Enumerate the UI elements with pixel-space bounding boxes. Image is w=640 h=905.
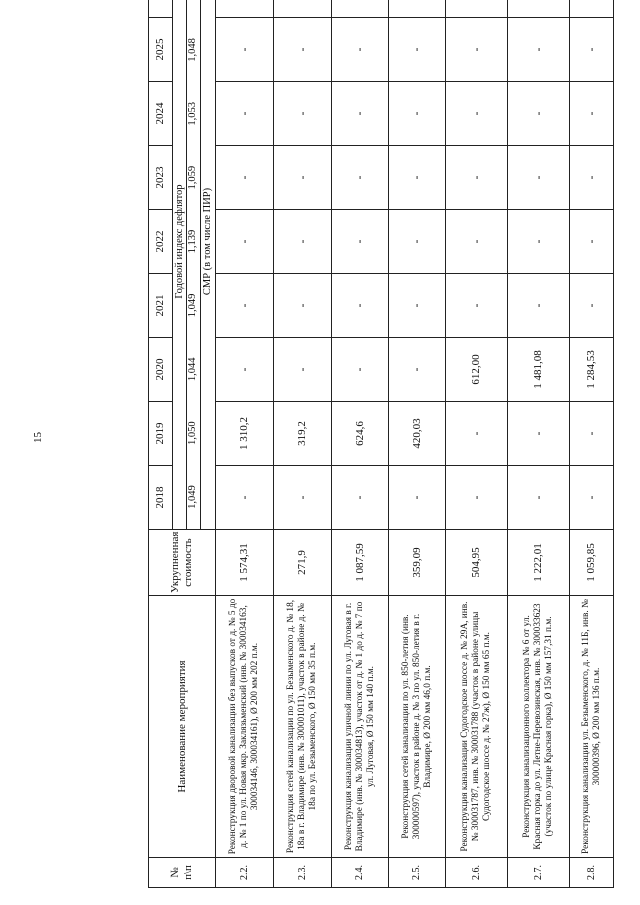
row-year-value (216, 0, 274, 18)
page-number: 15 (32, 432, 44, 443)
row-name: Реконструкция сетей канализации по ул. Безыменского д. № 18, 18а в г. Владимире (инв. № 300001011), участок в районе д. № 18а по ул. Безыменского, Ø 150 мм 35 п.м. (274, 596, 332, 858)
deflator-value: 1,059 (187, 165, 199, 190)
table-row (332, 0, 389, 888)
header-cost: Укрупненная стоимость (149, 530, 216, 596)
row-year-value: - (332, 466, 389, 530)
row-year-value: - (446, 402, 508, 466)
row-year-value (446, 0, 508, 18)
header-year: 2025 (149, 18, 173, 82)
header-num: № п\п (149, 858, 216, 888)
row-year-value: - (508, 274, 570, 338)
header-year: 2023 (149, 146, 173, 210)
row-year-value: - (216, 146, 274, 210)
row-year-value: - (332, 274, 389, 338)
row-year-value: - (274, 466, 332, 530)
row-year-value: - (446, 210, 508, 274)
table-row (446, 0, 508, 888)
row-year-value: - (332, 18, 389, 82)
row-cost: 1 222,01 (508, 530, 570, 596)
row-year-value: - (508, 466, 570, 530)
row-year-value: - (446, 18, 508, 82)
row-year-value: - (389, 466, 446, 530)
row-cost: 271,9 (274, 530, 332, 596)
row-year-value: - (332, 146, 389, 210)
row-year-value (332, 0, 389, 18)
row-year-value: - (216, 82, 274, 146)
table-body (216, 0, 614, 888)
header-year: 2018 (149, 466, 173, 530)
row-number: 2.3. (274, 858, 332, 888)
row-number: 2.8. (570, 858, 614, 888)
row-year-value: - (446, 274, 508, 338)
row-cost: 359,09 (389, 530, 446, 596)
deflator-value: 1,050 (187, 421, 199, 445)
row-year-value: 612,00 (446, 338, 508, 402)
row-year-value: - (446, 466, 508, 530)
row-year-value: - (570, 82, 614, 146)
row-cost: 504,95 (446, 530, 508, 596)
row-year-value: 1 284,53 (570, 338, 614, 402)
row-year-value: 1 481,08 (508, 338, 570, 402)
investment-table (148, 0, 614, 888)
deflator-row (173, 0, 201, 530)
row-number: 2.6. (446, 858, 508, 888)
row-year-value (570, 0, 614, 18)
row-cost: 1 059,85 (570, 530, 614, 596)
row-year-value: - (508, 82, 570, 146)
row-year-value: - (216, 466, 274, 530)
row-year-value: - (570, 146, 614, 210)
deflator-value: 1,049 (187, 293, 199, 318)
row-year-value: 1 310,2 (216, 402, 274, 466)
row-year-value (274, 0, 332, 18)
row-year-value: - (216, 210, 274, 274)
header-year: 2020 (149, 338, 173, 402)
deflator-value: 1,044 (187, 357, 199, 382)
row-year-value: - (389, 82, 446, 146)
row-cost: 1 574,31 (216, 530, 274, 596)
row-name: Реконструкция канализации Судогодское шоссе д. № 29А, инв. № 300031787, инв. № 300031788 (участок в районе улицы Судогодское шоссе д. № 27ж), Ø 150 мм 65 п.м. (446, 596, 508, 858)
row-year-value: - (389, 210, 446, 274)
row-year-value: - (216, 18, 274, 82)
row-year-value: - (570, 466, 614, 530)
table-row (216, 0, 274, 888)
header-name: Наименование мероприятия (149, 596, 216, 858)
row-year-value: - (570, 210, 614, 274)
row-year-value: - (389, 274, 446, 338)
row-year-value (389, 0, 446, 18)
row-year-value: - (570, 274, 614, 338)
header-year: 2021 (149, 274, 173, 338)
row-year-value: - (389, 146, 446, 210)
row-year-value: - (446, 82, 508, 146)
deflator-label: Годовой индекс дефлятор (174, 184, 185, 299)
row-year-value: - (389, 338, 446, 402)
row-year-value: - (274, 274, 332, 338)
row-year-value: 624,6 (332, 402, 389, 466)
row-number: 2.7. (508, 858, 570, 888)
row-year-value: - (389, 18, 446, 82)
header-year: 2019 (149, 402, 173, 466)
row-number: 2.4. (332, 858, 389, 888)
table-row (570, 0, 614, 888)
row-year-value: - (274, 18, 332, 82)
rotated-page (148, 18, 608, 888)
row-number: 2.2. (216, 858, 274, 888)
table-header (149, 0, 216, 888)
deflator-value: 1,048 (187, 38, 199, 62)
row-name: Реконструкция канализационного коллектора № 6 от ул. Красная горка до ул. Летне-Перевозинская, инв. № 300033623 (участок по улице Красная горка), Ø 150 мм 157,31 п.м. (508, 596, 570, 858)
row-year-value: - (274, 146, 332, 210)
row-year-value: - (274, 210, 332, 274)
header-year: 2022 (149, 210, 173, 274)
header-year: 2024 (149, 82, 173, 146)
row-year-value: - (332, 82, 389, 146)
row-year-value: - (570, 18, 614, 82)
deflator-value: 1,049 (187, 485, 199, 509)
row-year-value: - (274, 338, 332, 402)
smr-label: СМР (в том числе ПИР) (201, 0, 216, 530)
row-year-value: 420,03 (389, 402, 446, 466)
row-name: Реконструкция дворовой канализации без выпусков от д. № 5 до д. № 1 по ул. Новая мкр. Заклязьменский (инв. № 300034163, 300034146, 300034161), Ø 200 мм 202 п.м. (216, 596, 274, 858)
row-year-value: 319,2 (274, 402, 332, 466)
table-row (508, 0, 570, 888)
row-year-value: - (332, 338, 389, 402)
deflator-value: 1,053 (187, 102, 199, 126)
row-year-value: - (508, 18, 570, 82)
row-year-value: - (508, 210, 570, 274)
row-name: Реконструкция сетей канализации по ул. 850-летия (инв. 300000597), участок в районе д. № 3 по ул. 850-летия в г. Владимире, Ø 200 мм 46,0 п.м. (389, 596, 446, 858)
row-year-value: - (332, 210, 389, 274)
row-year-value: - (274, 82, 332, 146)
row-year-value: - (508, 146, 570, 210)
row-name: Реконструкция канализации уличной линии по ул. Луговая в г. Владимире (инв. № 300034813), участок от д. № 1 до д. № 7 по ул. Луговая, Ø 150 мм 140 п.м. (332, 596, 389, 858)
row-year-value: - (216, 338, 274, 402)
row-year-value: - (570, 402, 614, 466)
table-row (389, 0, 446, 888)
row-year-value: - (216, 274, 274, 338)
row-number: 2.5. (389, 858, 446, 888)
row-year-value (508, 0, 570, 18)
row-name: Реконструкция канализации ул. Безыменского, д. № 11Б, инв. № 300000396, Ø 200 мм 136 п.м. (570, 596, 614, 858)
deflator-value: 1,139 (187, 229, 199, 254)
row-year-value: - (508, 402, 570, 466)
row-cost: 1 087,59 (332, 530, 389, 596)
header-year (149, 0, 173, 18)
row-year-value: - (446, 146, 508, 210)
table-row (274, 0, 332, 888)
